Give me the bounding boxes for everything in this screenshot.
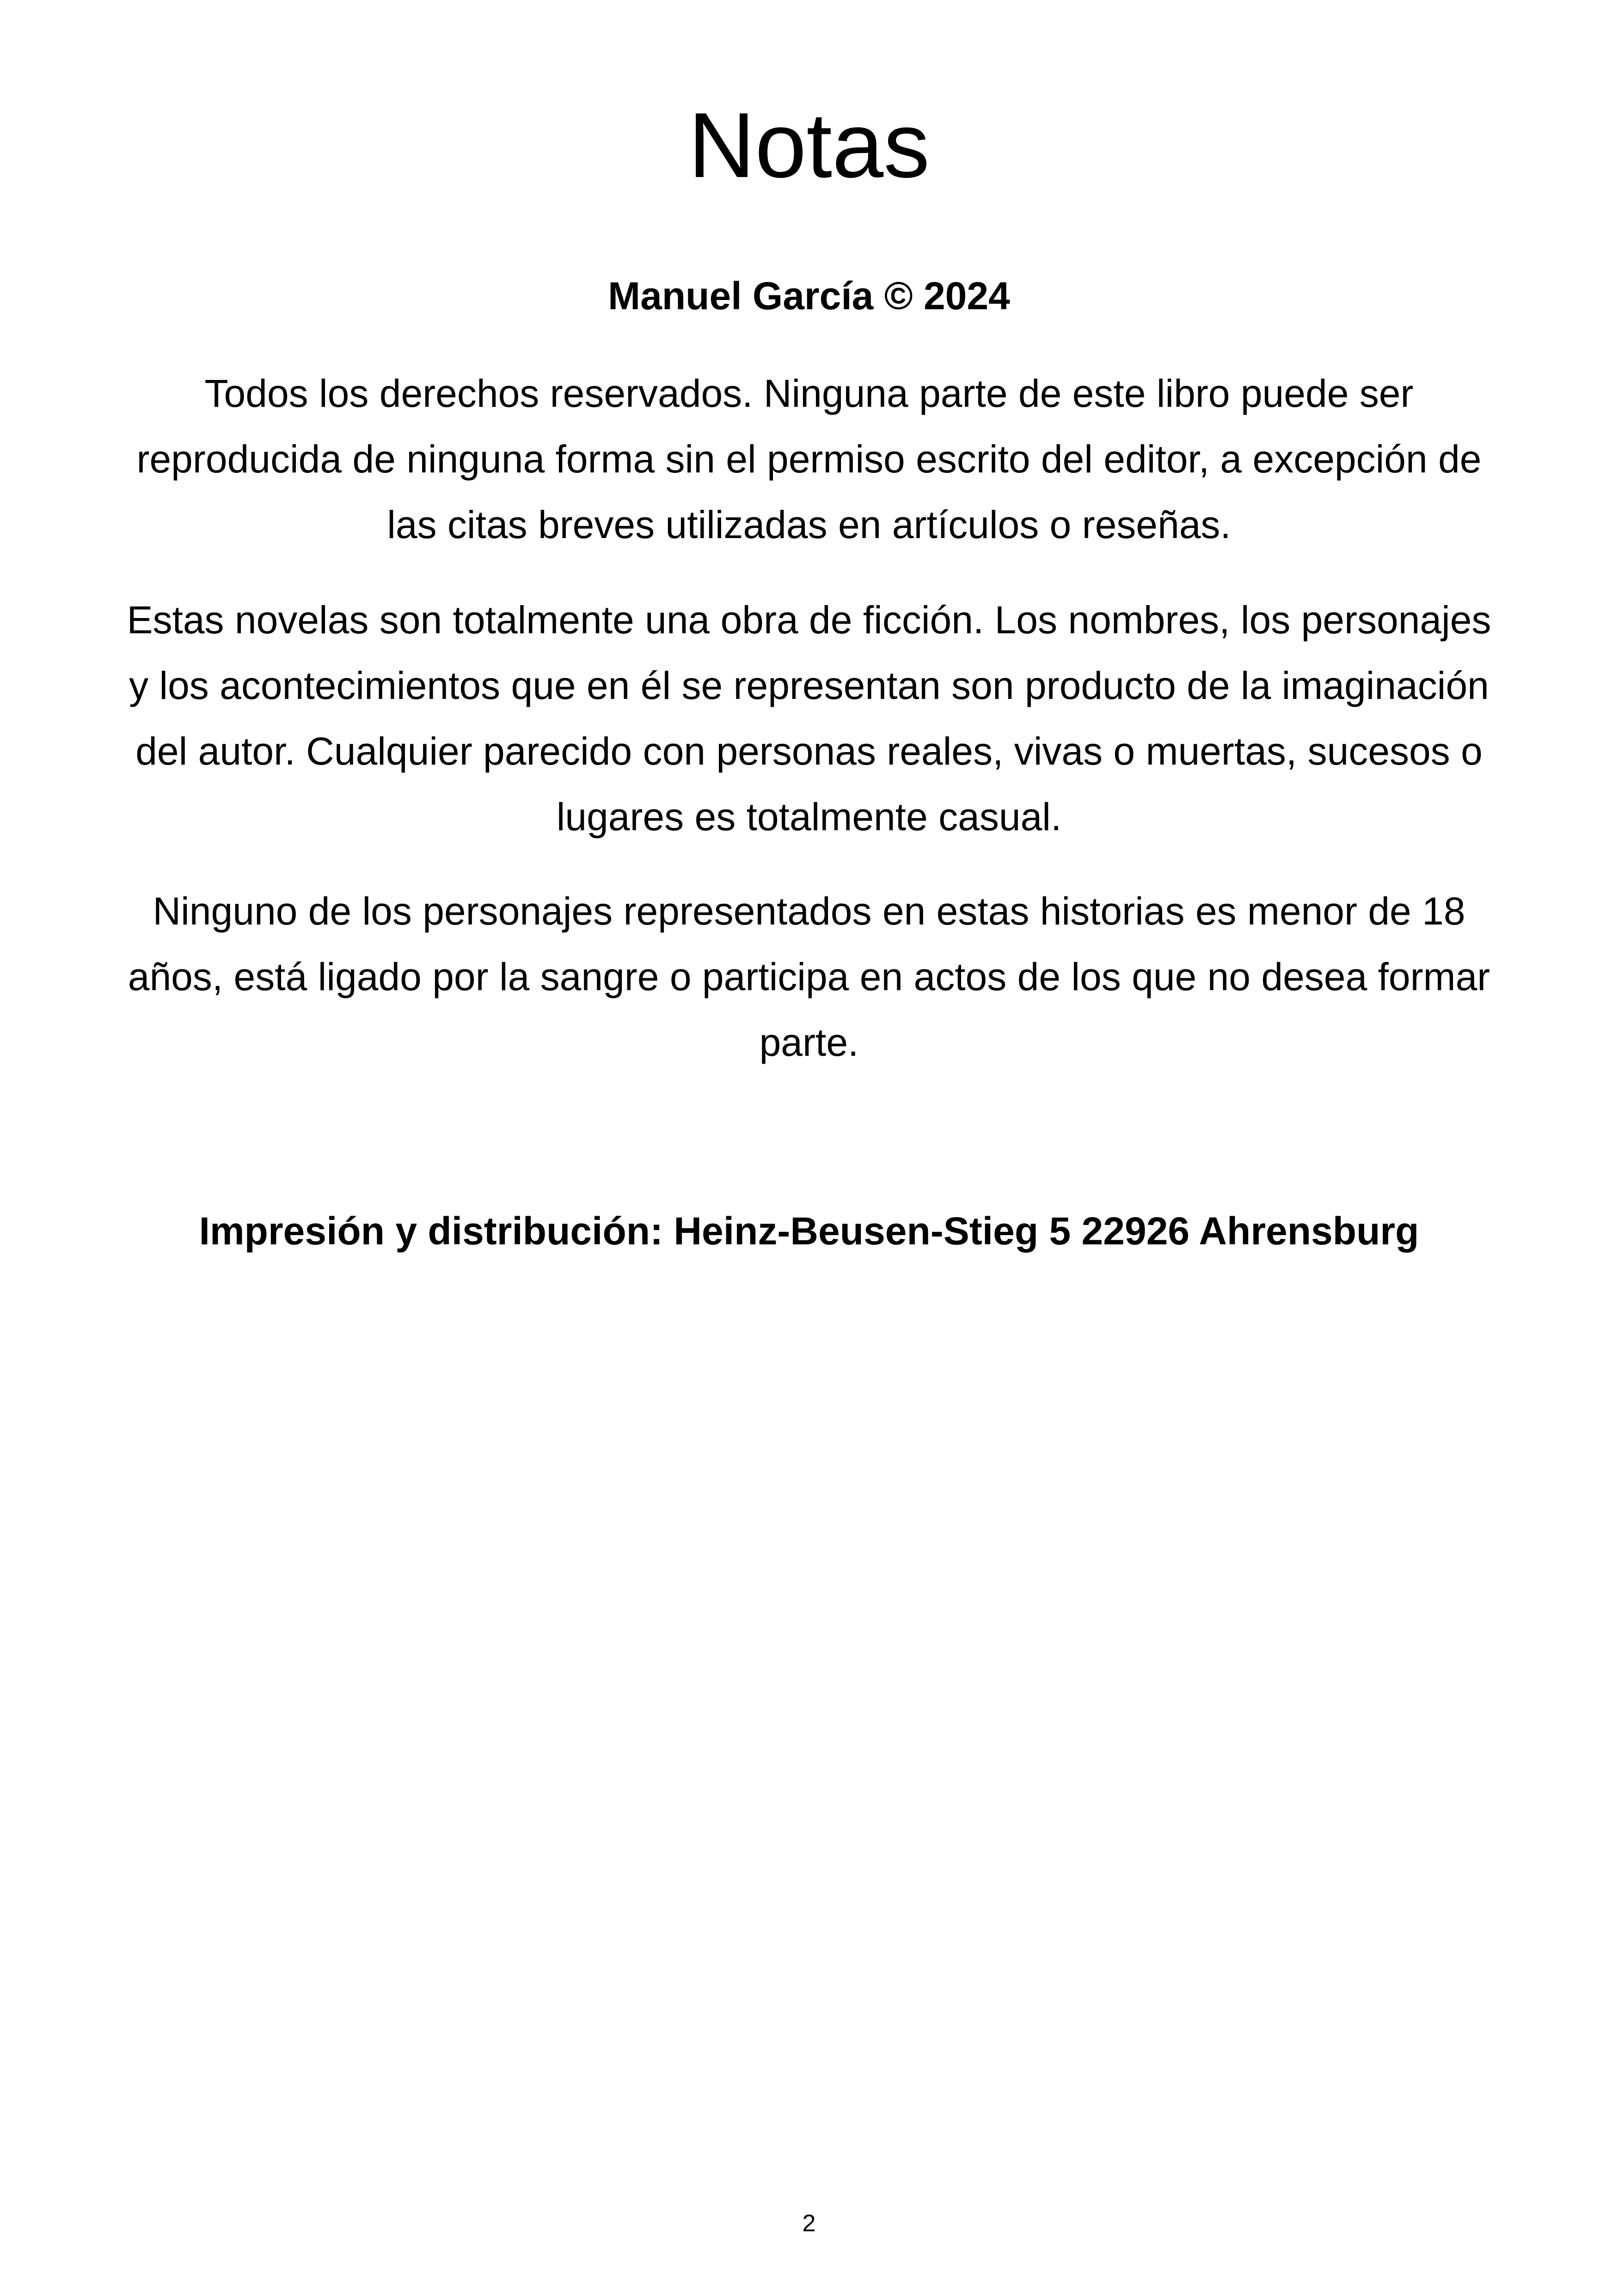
- rights-paragraph: Todos los derechos reservados. Ninguna parte de este libro puede ser reproducida de ninguna forma sin el permiso escrito del editor, a excepción de las citas breves utilizadas en artículos o reseñas.: [136, 372, 1482, 546]
- fiction-disclaimer-paragraph: Estas novelas son totalmente una obra de ficción. Los nombres, los personajes y los acontecimientos que en él se representan son producto de la imaginación del autor. Cualquier parecido con personas reales, vivas o muertas, sucesos o lugares es totalmente casual.: [127, 598, 1491, 839]
- page-number: 2: [802, 2210, 816, 2237]
- author-copyright-line: Manuel García © 2024: [608, 274, 1010, 318]
- page-title: Notas: [688, 94, 930, 197]
- characters-disclaimer-paragraph: Ninguno de los personajes representados en estas historias es menor de 18 años, está ligado por la sangre o participa en actos de los que no desea formar parte.: [128, 889, 1490, 1064]
- imprint-line: Impresión y distribución: Heinz-Beusen-Stieg 5 22926 Ahrensburg: [199, 1209, 1419, 1253]
